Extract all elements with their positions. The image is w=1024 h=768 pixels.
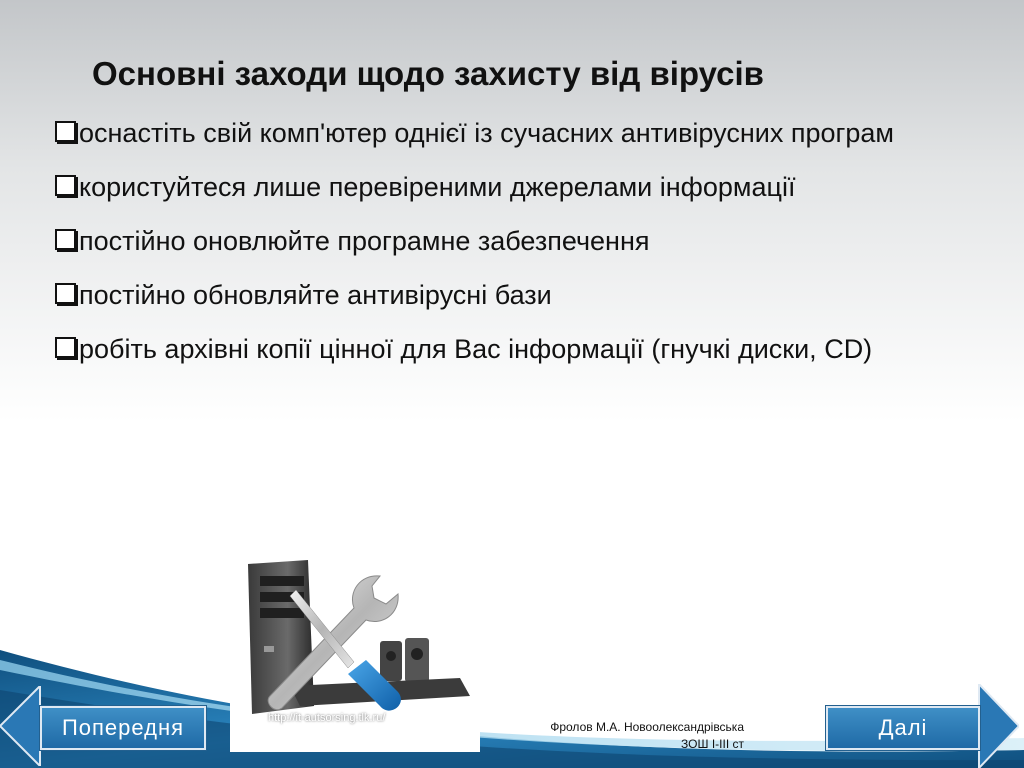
footer-line-1: Фролов М.А. Новоолександрівська <box>550 720 744 734</box>
footer-author <box>500 719 744 753</box>
bullet-text: оснастіть свій комп'ютер однієї із сучасних антивірусних програм <box>79 118 894 148</box>
list-item <box>55 108 955 159</box>
bullet-text: постійно обновляйте антивірусні бази <box>79 280 552 310</box>
slide-title: Основні заходи щодо захисту від вірусів <box>92 55 764 92</box>
checkbox-bullet-icon <box>55 283 76 304</box>
checkbox-bullet-icon <box>55 175 76 196</box>
list-item <box>55 324 955 375</box>
bullet-list <box>55 108 955 378</box>
next-button[interactable]: Далі <box>826 706 980 750</box>
list-item <box>55 270 955 321</box>
list-item <box>55 216 955 267</box>
footer-line-2: ЗОШ І-ІІІ ст <box>681 737 744 751</box>
checkbox-bullet-icon <box>55 121 76 142</box>
bullet-text: постійно оновлюйте програмне забезпечення <box>79 226 650 256</box>
prev-arrow-icon[interactable] <box>0 686 44 766</box>
checkbox-bullet-icon <box>55 337 76 358</box>
bullet-text: робіть архівні копії цінної для Вас інформації (гнучкі диски, CD) <box>79 334 873 364</box>
next-arrow-icon[interactable] <box>975 684 1019 768</box>
list-item <box>55 162 955 213</box>
checkbox-bullet-icon <box>55 229 76 250</box>
bullet-text: користуйтеся лише перевіреними джерелами інформації <box>79 172 796 202</box>
image-watermark: http://it-autsorsing.tlk.ru/ <box>268 712 386 724</box>
previous-button[interactable]: Попередня <box>40 706 206 750</box>
